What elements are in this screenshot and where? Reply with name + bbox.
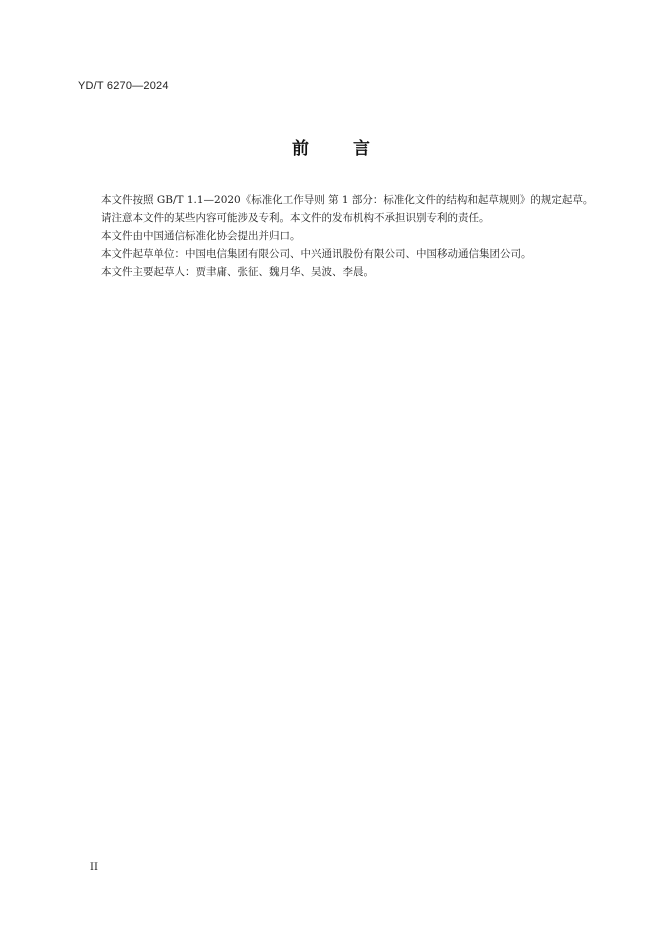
paragraph: 请注意本文件的某些内容可能涉及专利。本文件的发布机构不承担识别专利的责任。 xyxy=(101,212,490,224)
foreword-body xyxy=(80,191,602,281)
paragraph: 本文件主要起草人：贾聿庸、张征、魏月华、吴波、李晨。 xyxy=(101,266,374,278)
page-title xyxy=(0,134,662,159)
watermark xyxy=(155,903,505,925)
page-number: II xyxy=(90,862,98,873)
title-char-2: 言 xyxy=(353,139,370,159)
title-char-1: 前 xyxy=(292,139,309,159)
paragraph: 本文件起草单位：中国电信集团有限公司、中兴通讯股份有限公司、中国移动通信集团公司。 xyxy=(101,248,532,260)
paragraph: 本文件按照 GB/T 1.1—2020《标准化工作导则 第 1 部分：标准化文件的结构和起草规则》的规定起草。 xyxy=(101,194,594,206)
paragraph: 本文件由中国通信标准化协会提出并归口。 xyxy=(101,230,301,242)
standard-code: YD/T 6270—2024 xyxy=(78,80,169,92)
